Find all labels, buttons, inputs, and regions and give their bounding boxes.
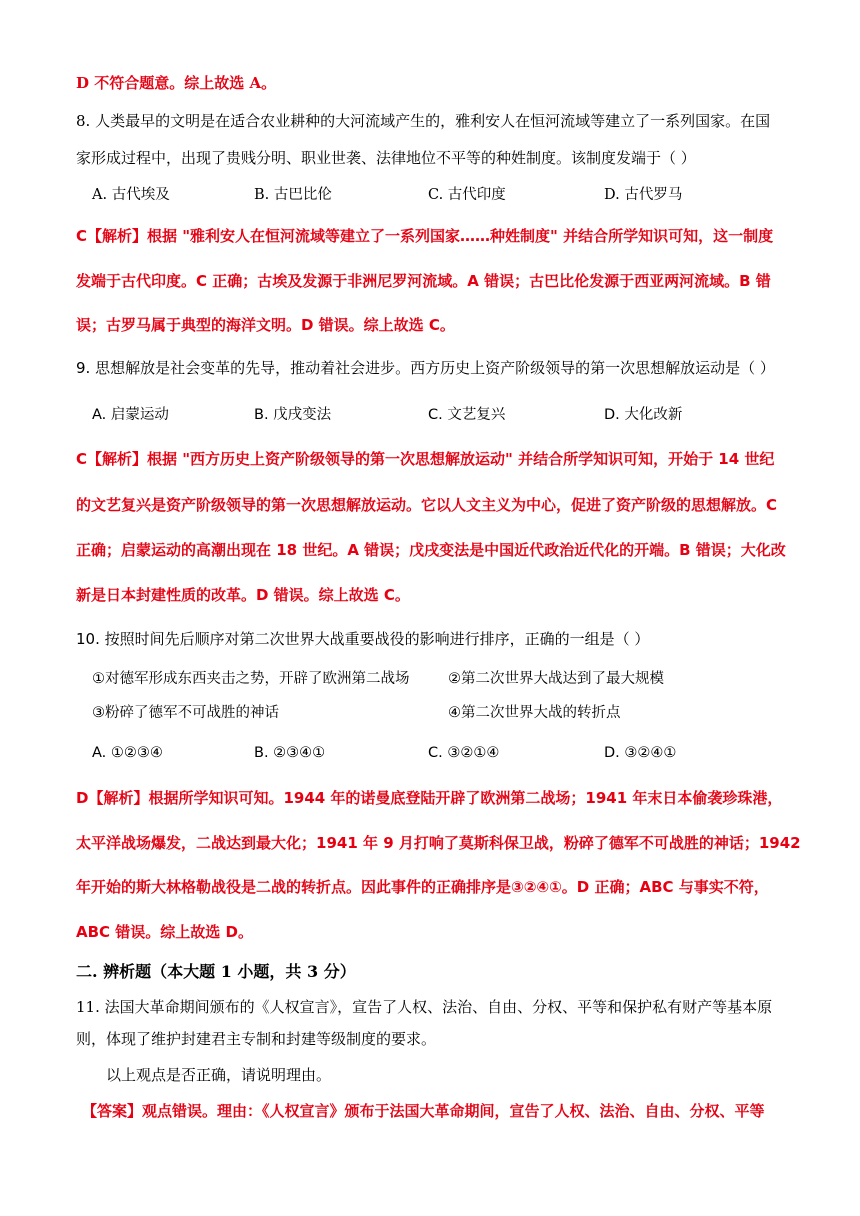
q10-option-b: B. ②③④① [254, 745, 326, 761]
answer-8-line-2: 发端于古代印度。C 正确；古埃及发源于非洲尼罗河流域。A 错误；古巴比伦发源于西亚两河流域。B 错 [76, 272, 771, 290]
q10-option-d: D. ③②④① [604, 745, 677, 761]
answer-9-line-4: 新是日本封建性质的改革。D 错误。综上故选 C。 [76, 586, 410, 604]
question-8-line-2: 家形成过程中，出现了贵贱分明、职业世袭、法律地位不平等的种姓制度。该制度发端于（ ） [76, 149, 696, 167]
q8-option-c: C. 古代印度 [428, 187, 506, 203]
answer-8-line-3: 误；古罗马属于典型的海洋文明。D 错误。综上故选 C。 [76, 316, 455, 334]
question-11-line-2: 则，体现了维护封建君主专制和封建等级制度的要求。 [76, 1030, 437, 1048]
answer-7-end: D 不符合题意。综上故选 A。 [76, 74, 277, 92]
q8-option-a: A. 古代埃及 [92, 187, 170, 203]
answer-10-line-4: ABC 错误。综上故选 D。 [76, 923, 253, 941]
question-11-prompt: 以上观点是否正确，请说明理由。 [106, 1066, 332, 1084]
answer-9-line-3: 正确；启蒙运动的高潮出现在 18 世纪。A 错误；戊戌变法是中国近代政治近代化的开端。B 错误；大化改 [76, 541, 786, 559]
q9-option-d: D. 大化改新 [604, 407, 683, 423]
answer-9-line-2: 的文艺复兴是资产阶级领导的第一次思想解放运动。它以人文主义为中心，促进了资产阶级的思想解放。C [76, 496, 778, 514]
q10-option-c: C. ③②①④ [428, 745, 500, 761]
section-2-heading: 二. 辨析题（本大题 1 小题，共 3 分） [76, 962, 356, 981]
q10-item-1: ①对德军形成东西夹击之势，开辟了欧洲第二战场 [92, 671, 410, 687]
q10-item-4: ④第二次世界大战的转折点 [448, 705, 621, 721]
answer-9-line-1: C【解析】根据 "西方历史上资产阶级领导的第一次思想解放运动" 并结合所学知识可知，开始于 14 世纪 [76, 450, 775, 468]
q10-item-3: ③粉碎了德军不可战胜的神话 [92, 705, 279, 721]
question-9: 9. 思想解放是社会变革的先导，推动着社会进步。西方历史上资产阶级领导的第一次思想解放运动是（ ） [76, 359, 775, 377]
q10-item-2: ②第二次世界大战达到了最大规模 [448, 671, 664, 687]
question-11-line-1: 11. 法国大革命期间颁布的《人权宣言》，宣告了人权、法治、自由、分权、平等和保护私有财产等基本原 [76, 998, 773, 1016]
question-8-line-1: 8. 人类最早的文明是在适合农业耕种的大河流域产生的，雅利安人在恒河流域等建立了一系列国家。在国 [76, 112, 771, 130]
answer-10-line-3: 年开始的斯大林格勒战役是二战的转折点。因此事件的正确排序是③②④①。D 正确；ABC 与事实不符， [76, 878, 769, 896]
q9-option-b: B. 戊戌变法 [254, 407, 332, 423]
q9-option-a: A. 启蒙运动 [92, 407, 169, 423]
q8-option-b: B. 古巴比伦 [254, 187, 332, 203]
answer-10-line-2: 太平洋战场爆发，二战达到最大化；1941 年 9 月打响了莫斯科保卫战，粉碎了德军不可战胜的神话；1942 [76, 834, 801, 852]
answer-8-line-1: C【解析】根据 "雅利安人在恒河流域等建立了一系列国家……种姓制度" 并结合所学知识可知，这一制度 [76, 227, 774, 245]
q9-option-c: C. 文艺复兴 [428, 407, 506, 423]
q8-option-d: D. 古代罗马 [604, 187, 683, 203]
question-10: 10. 按照时间先后顺序对第二次世界大战重要战役的影响进行排序，正确的一组是（ ） [76, 630, 650, 648]
answer-11-line-1: 【答案】观点错误。理由：《人权宣言》颁布于法国大革命期间，宣告了人权、法治、自由、分权、平等 [82, 1102, 765, 1120]
q10-option-a: A. ①②③④ [92, 745, 163, 761]
answer-10-line-1: D【解析】根据所学知识可知。1944 年的诺曼底登陆开辟了欧洲第二战场；1941 年末日本偷袭珍珠港， [76, 789, 783, 807]
